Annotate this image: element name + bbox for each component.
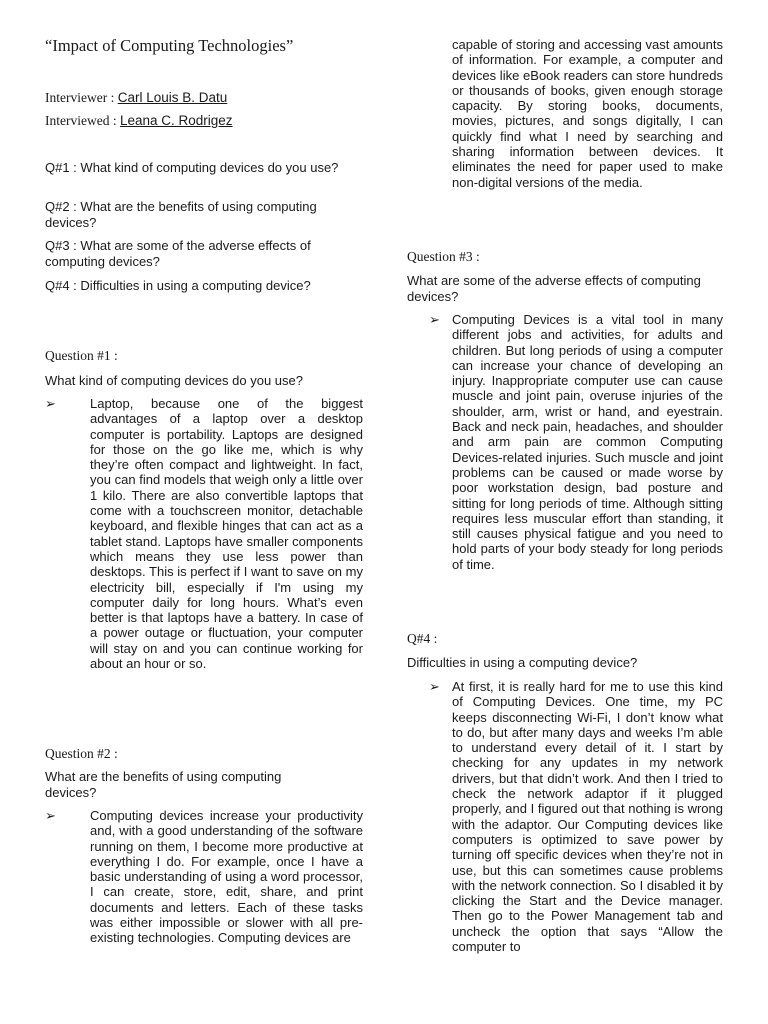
section-heading-q2: Question #2 :: [45, 746, 118, 761]
question-list-text: Difficulties in using a computing device?: [80, 278, 311, 293]
arrow-bullet-icon: ➢: [45, 808, 56, 823]
interviewed-label: Interviewed :: [45, 113, 117, 128]
interviewer-line: [45, 90, 227, 106]
section-question-q3: What are some of the adverse effects of computing devices?: [407, 273, 701, 304]
question-list-number: Q#4 :: [45, 278, 77, 293]
answer-q3: [407, 312, 723, 572]
question-list-number: Q#1 :: [45, 160, 77, 175]
question-list-number: Q#3 :: [45, 238, 77, 253]
arrow-bullet-icon: ➢: [429, 679, 440, 694]
answer-text: Laptop, because one of the biggest advantages of a laptop over a desktop computer is portability. Laptops are designed for those on the go like me, which is why they’re often compact and lightweight. In fact, you can find models that weigh only a little over 1 kilo. There are also convertible laptops that come with a touchscreen monitor, detachable keyboard, and flexible hinges that can act as a tablet stand. Laptops have smaller components which means they use less power than desktops. This is perfect if I want to save on my electricity bill, especially if I'm using my computer daily for long hours. What’s even better is that laptops have a battery. In case of a power outage or fluctuation, your computer will stay on and you can continue working for about an hour or so.: [90, 396, 363, 672]
answer-q2-continued: [407, 37, 723, 190]
answer-q2: [45, 808, 363, 946]
section-heading-q4: Q#4 :: [407, 631, 438, 646]
answer-text: At first, it is really hard for me to use this kind of Computing Devices. One time, my PC keeps disconnecting Wi-Fi, I don’t know what to do, but after many days and weeks I’m able to understand every detail of it. I start by checking for any updates in my network drivers, but that didn’t work. And then I tried to check the network adaptor if it plugged properly, and I figured out that nothing is wrong with the adaptor. Our Computing devices like computers is optimized to save power by turning off specific devices when they’re not in use, but this can sometimes cause problems with the network connection. So I disabled it by clicking the Start and the Device manager. Then go to the Power Management tab and uncheck the option that says “Allow the computer to: [452, 679, 723, 955]
answer-text: Computing devices increase your productivity and, with a good understanding of the software running on them, I become more productive at everything I do. For example, once I have a basic understanding of using a word processor, I can create, store, edit, share, and print documents and letters. Each of these tasks was either impossible or slower with all pre-existing technologies. Computing devices are: [90, 808, 363, 946]
question-list-item-1: [45, 160, 363, 176]
answer-q1: [45, 396, 363, 671]
section-heading-q1: Question #1 :: [45, 348, 118, 363]
answer-text: capable of storing and accessing vast amounts of information. For example, a computer and devices like eBook readers can store hundreds or thousands of books, given enough storage capacity. By storing books, documents, movies, pictures, and songs digitally, I can quickly find what I need by searching and sharing information between devices. It eliminates the need for paper used to make non-digital versions of the media.: [452, 37, 723, 190]
question-list-item-4: [45, 278, 363, 294]
arrow-bullet-icon: ➢: [429, 312, 440, 327]
section-heading-q3: Question #3 :: [407, 249, 480, 264]
interviewer-name: Carl Louis B. Datu: [117, 90, 228, 105]
question-list-item-3: [45, 238, 363, 270]
arrow-bullet-icon: ➢: [45, 396, 56, 411]
question-list-text: What are some of the adverse effects of computing devices?: [45, 238, 311, 269]
question-list-number: Q#2 :: [45, 199, 77, 214]
section-question-q4: Difficulties in using a computing device?: [407, 655, 638, 670]
section-question-q1: What kind of computing devices do you use?: [45, 373, 303, 388]
interviewed-line: [45, 113, 233, 129]
question-list-text: What kind of computing devices do you use?: [80, 160, 339, 175]
interviewer-label: Interviewer :: [45, 90, 115, 105]
document-title: “Impact of Computing Technologies”: [45, 36, 294, 55]
question-list-text: What are the benefits of using computing devices?: [45, 199, 317, 230]
answer-q4: [407, 679, 723, 954]
section-question-q2: What are the benefits of using computing devices?: [45, 769, 282, 800]
interviewed-name: Leana C. Rodrigez: [119, 113, 233, 128]
answer-text: Computing Devices is a vital tool in many different jobs and activities, for adults and children. But long periods of using a computer can increase your chance of developing an injury. Inappropriate computer use can cause muscle and joint pain, overuse injuries of the shoulder, arm, wrist or hand, and eyestrain. Back and neck pain, headaches, and shoulder and arm pain are common Computing Devices-related injuries. Such muscle and joint problems can be caused or made worse by poor workstation design, bad posture and sitting for long periods of time. Although sitting requires less muscular effort than standing, it still causes physical fatigue and you need to hold parts of your body steady for long periods of time.: [452, 312, 723, 572]
question-list-item-2: [45, 199, 363, 231]
